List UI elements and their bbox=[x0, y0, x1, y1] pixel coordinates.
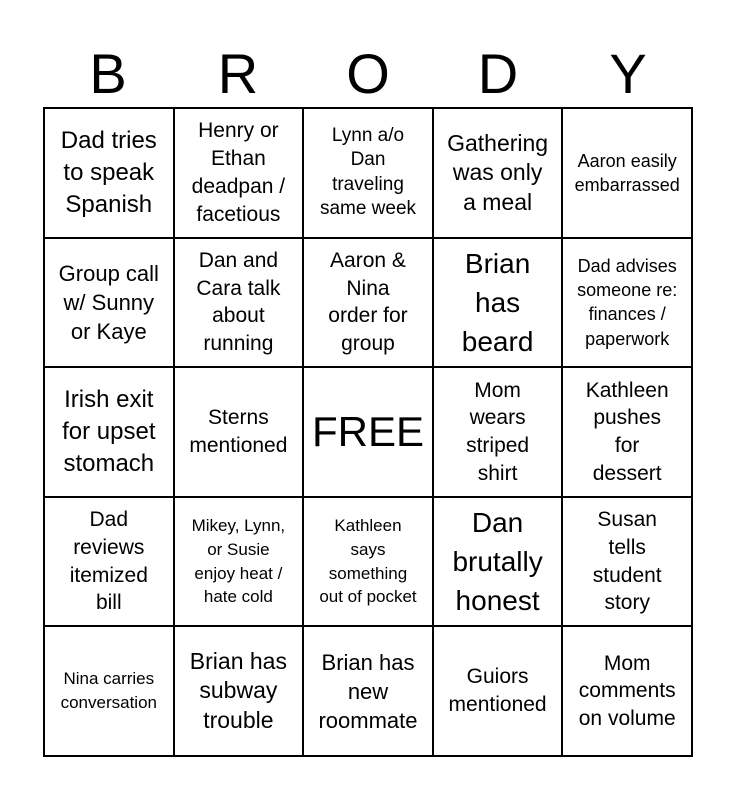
free-space-label: FREE bbox=[311, 407, 424, 455]
bingo-cell-r2-c2[interactable] bbox=[175, 239, 305, 369]
header-letter-b: B bbox=[89, 42, 127, 105]
bingo-cell-r5-c5[interactable] bbox=[563, 627, 693, 757]
bingo-cell-text: Brian has beard bbox=[461, 247, 534, 357]
bingo-cell-r4-c3[interactable] bbox=[304, 498, 434, 628]
bingo-cell-text: Dan and Cara talk about running bbox=[196, 248, 281, 356]
bingo-cell-text: Aaron & Nina order for group bbox=[328, 248, 408, 356]
bingo-cell-text: Mom wears striped shirt bbox=[466, 378, 530, 485]
bingo-cell-r3-c2[interactable] bbox=[175, 368, 305, 498]
bingo-cell-r1-c3[interactable] bbox=[304, 109, 434, 239]
bingo-cell-text: Dad advises someone re: finances / paperwork bbox=[577, 255, 678, 349]
bingo-cell-text: Susan tells student story bbox=[592, 508, 662, 615]
bingo-cell-r1-c1[interactable] bbox=[45, 109, 175, 239]
bingo-cell-text: Irish exit for upset stomach bbox=[62, 386, 156, 477]
bingo-board bbox=[43, 107, 693, 757]
header-letter-o: O bbox=[346, 42, 390, 105]
bingo-cell-r4-c1[interactable] bbox=[45, 498, 175, 628]
bingo-cell-text: Mikey, Lynn, or Susie enjoy heat / hate cold bbox=[191, 516, 286, 607]
bingo-cell-r5-c3[interactable] bbox=[304, 627, 434, 757]
bingo-cell-text: Gathering was only a meal bbox=[447, 129, 549, 215]
bingo-cell-text: Dan brutally honest bbox=[452, 506, 543, 617]
header-letter-y: Y bbox=[609, 42, 647, 105]
bingo-cell-r3-c5[interactable] bbox=[563, 368, 693, 498]
bingo-cell-free[interactable] bbox=[304, 368, 434, 498]
bingo-cell-text: Dad reviews itemized bill bbox=[69, 508, 148, 615]
bingo-cell-text: Nina carries conversation bbox=[60, 669, 157, 713]
bingo-cell-r5-c2[interactable] bbox=[175, 627, 305, 757]
bingo-cell-r5-c4[interactable] bbox=[434, 627, 564, 757]
bingo-cell-r1-c4[interactable] bbox=[434, 109, 564, 239]
bingo-cell-r5-c1[interactable] bbox=[45, 627, 175, 757]
bingo-cell-text: Kathleen says something out of pocket bbox=[319, 516, 417, 607]
bingo-cell-r2-c4[interactable] bbox=[434, 239, 564, 369]
bingo-header bbox=[43, 40, 693, 108]
header-letter-d: D bbox=[477, 42, 519, 105]
bingo-cell-text: Dad tries to speak Spanish bbox=[60, 127, 157, 218]
bingo-cell-r1-c2[interactable] bbox=[175, 109, 305, 239]
bingo-cell-r2-c1[interactable] bbox=[45, 239, 175, 369]
bingo-cell-r2-c5[interactable] bbox=[563, 239, 693, 369]
bingo-cell-text: Sterns mentioned bbox=[189, 406, 288, 457]
header-letter-r: R bbox=[217, 42, 259, 105]
bingo-cell-text: Mom comments on volume bbox=[578, 651, 676, 731]
bingo-cell-r4-c2[interactable] bbox=[175, 498, 305, 628]
bingo-cell-text: Aaron easily embarrassed bbox=[574, 150, 680, 195]
bingo-cell-text: Group call w/ Sunny or Kaye bbox=[58, 260, 159, 344]
bingo-cell-text: Brian has new roommate bbox=[318, 649, 418, 733]
bingo-cell-r4-c5[interactable] bbox=[563, 498, 693, 628]
bingo-cell-text: Brian has subway trouble bbox=[189, 648, 287, 733]
bingo-cell-text: Guiors mentioned bbox=[448, 665, 547, 717]
bingo-cell-r1-c5[interactable] bbox=[563, 109, 693, 239]
bingo-cell-r2-c3[interactable] bbox=[304, 239, 434, 369]
bingo-cell-r3-c4[interactable] bbox=[434, 368, 564, 498]
bingo-cell-text: Kathleen pushes for dessert bbox=[585, 378, 669, 485]
bingo-cell-text: Henry or Ethan deadpan / facetious bbox=[191, 119, 286, 226]
bingo-cell-r3-c1[interactable] bbox=[45, 368, 175, 498]
bingo-cell-text: Lynn a/o Dan traveling same week bbox=[319, 125, 417, 220]
bingo-cell-r4-c4[interactable] bbox=[434, 498, 564, 628]
